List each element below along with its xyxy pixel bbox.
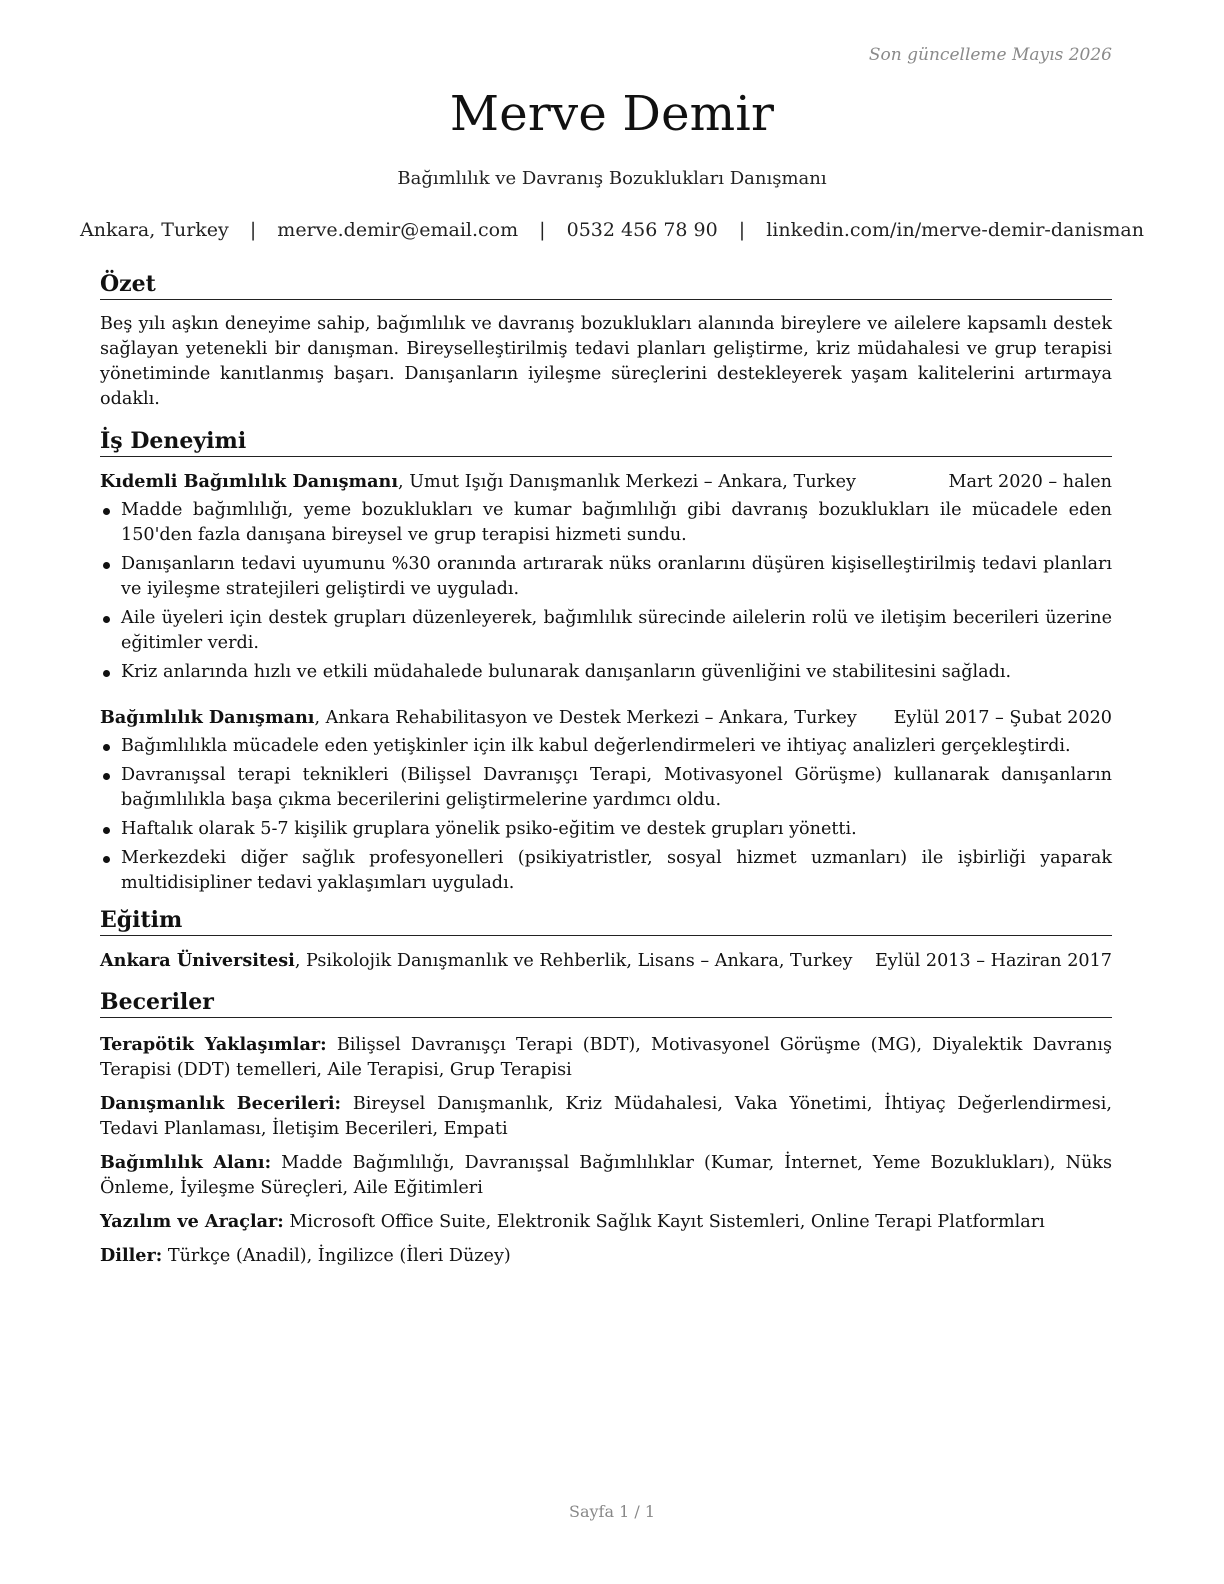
candidate-name: Merve Demir xyxy=(449,86,775,142)
resume-content xyxy=(100,270,1112,1277)
job-bullets xyxy=(100,734,1112,896)
education-school: Ankara Üniversitesi xyxy=(100,950,295,971)
job-role: Kıdemli Bağımlılık Danışmanı xyxy=(100,471,399,492)
list-item: Davranışsal terapi teknikleri (Bilişsel Davranışçı Terapi, Motivasyonel Görüşme) kullanarak danışanların bağımlılıkla başa çıkma becerilerini geliştirmelerine yardımcı oldu. xyxy=(100,763,1112,813)
job-bullets xyxy=(100,498,1112,685)
skills-section xyxy=(100,988,1112,1269)
summary-text: Beş yılı aşkın deneyime sahip, bağımlılık ve davranış bozuklukları alanında bireylere ve ailelere kapsamlı destek sağlayan yetenekli bir danışman. Bireyselleştirilmiş tedavi planları geliştirme, kriz müdahalesi ve grup terapisi yönetiminde kanıtlanmış başarı. Danışanların iyileşme süreçlerini destekleyerek yaşam kalitelerini artırmaya odaklı. xyxy=(100,314,1112,409)
job-org: , Ankara Rehabilitasyon ve Destek Merkezi – Ankara, Turkey xyxy=(314,708,857,728)
candidate-title: Bağımlılık ve Davranış Bozuklukları Danışmanı xyxy=(397,168,827,189)
contact-line xyxy=(0,219,1224,241)
page-number: Sayfa 1 / 1 xyxy=(568,1502,655,1521)
last-updated: Son güncelleme Mayıs 2026 xyxy=(868,45,1112,65)
education-detail: , Psikolojik Danışmanlık ve Rehberlik, Lisans – Ankara, Turkey xyxy=(294,951,853,971)
skill-text: Bilişsel Davranışçı Terapi (BDT), Motivasyonel Görüşme (MG), Diyalektik Davranış Terapisi (DDT) temelleri, Aile Terapisi, Grup Terapisi xyxy=(100,1035,1112,1080)
list-item: Haftalık olarak 5-7 kişilik gruplara yönelik psiko-eğitim ve destek grupları yönetti. xyxy=(100,817,1112,842)
skill-text: Madde Bağımlılığı, Davranışsal Bağımlılıklar (Kumar, İnternet, Yeme Bozuklukları), Nüks Önleme, İyileşme Süreçleri, Aile Eğitimleri xyxy=(100,1153,1112,1198)
skill-row xyxy=(100,1032,1112,1083)
education-section xyxy=(100,906,1112,974)
skill-label: Bağımlılık Alanı: xyxy=(100,1152,272,1173)
skill-row xyxy=(100,1150,1112,1201)
skill-text: Türkçe (Anadil), İngilizce (İleri Düzey) xyxy=(162,1246,511,1266)
skill-text: Microsoft Office Suite, Elektronik Sağlık Kayıt Sistemleri, Online Terapi Platformları xyxy=(283,1212,1045,1232)
list-item: Merkezdeki diğer sağlık profesyonelleri (psikiyatristler, sosyal hizmet uzmanları) ile işbirliği yaparak multidisipliner tedavi yaklaşımları uyguladı. xyxy=(100,846,1112,896)
list-item: Danışanların tedavi uyumunu %30 oranında artırarak nüks oranlarını düşüren kişiselleştirilmiş tedavi planları ve iyileşme stratejileri geliştirdi ve uyguladı. xyxy=(100,552,1112,602)
skill-row xyxy=(100,1209,1112,1235)
job-dates: Eylül 2017 – Şubat 2020 xyxy=(893,708,1112,728)
section-title-experience: İş Deneyimi xyxy=(100,427,1112,457)
skill-label: Yazılım ve Araçlar: xyxy=(100,1211,284,1232)
education-entry xyxy=(100,948,1112,974)
list-item: Madde bağımlılığı, yeme bozuklukları ve kumar bağımlılığı gibi davranış bozuklukları ile mücadele eden 150'den fazla danışana bireysel ve grup terapisi hizmeti sundu. xyxy=(100,498,1112,548)
list-item: Aile üyeleri için destek grupları düzenleyerek, bağımlılık sürecinde ailelerin rolü ve iletişim becerileri üzerine eğitimler verdi. xyxy=(100,606,1112,656)
job-header xyxy=(100,469,1112,495)
section-title-skills: Beceriler xyxy=(100,988,1112,1018)
education-dates: Eylül 2013 – Haziran 2017 xyxy=(874,951,1112,971)
section-title-education: Eğitim xyxy=(100,906,1112,936)
skill-row xyxy=(100,1243,1112,1269)
job-header xyxy=(100,705,1112,731)
contact-email[interactable]: merve.demir@email.com xyxy=(277,219,519,241)
job-org: , Umut Işığı Danışmanlık Merkezi – Ankara, Turkey xyxy=(398,472,856,492)
contact-phone[interactable]: 0532 456 78 90 xyxy=(566,219,718,241)
job-role-org xyxy=(100,469,856,495)
skill-label: Diller: xyxy=(100,1245,163,1266)
job-entry xyxy=(100,469,1112,685)
skill-label: Danışmanlık Becerileri: xyxy=(100,1093,342,1114)
job-dates: Mart 2020 – halen xyxy=(948,472,1112,492)
experience-section xyxy=(100,427,1112,896)
job-entry xyxy=(100,705,1112,896)
skill-text: Bireysel Danışmanlık, Kriz Müdahalesi, Vaka Yönetimi, İhtiyaç Değerlendirmesi, Tedavi Planlaması, İletişim Becerileri, Empati xyxy=(100,1094,1113,1139)
skill-label: Terapötik Yaklaşımlar: xyxy=(100,1034,327,1055)
contact-linkedin[interactable]: linkedin.com/in/merve-demir-danisman xyxy=(766,219,1144,241)
skill-row xyxy=(100,1091,1112,1142)
section-title-summary: Özet xyxy=(100,270,1112,300)
education-school-detail xyxy=(100,948,853,974)
contact-location: Ankara, Turkey xyxy=(80,219,229,241)
contact-separator: | xyxy=(738,219,746,241)
job-role-org xyxy=(100,705,857,731)
contact-separator: | xyxy=(539,219,546,241)
contact-separator: | xyxy=(249,219,257,241)
list-item: Kriz anlarında hızlı ve etkili müdahalede bulunarak danışanların güvenliğini ve stabilitesini sağladı. xyxy=(100,660,1112,685)
job-role: Bağımlılık Danışmanı xyxy=(100,707,315,728)
summary-section xyxy=(100,270,1112,412)
list-item: Bağımlılıkla mücadele eden yetişkinler için ilk kabul değerlendirmeleri ve ihtiyaç analizleri gerçekleştirdi. xyxy=(100,734,1112,759)
